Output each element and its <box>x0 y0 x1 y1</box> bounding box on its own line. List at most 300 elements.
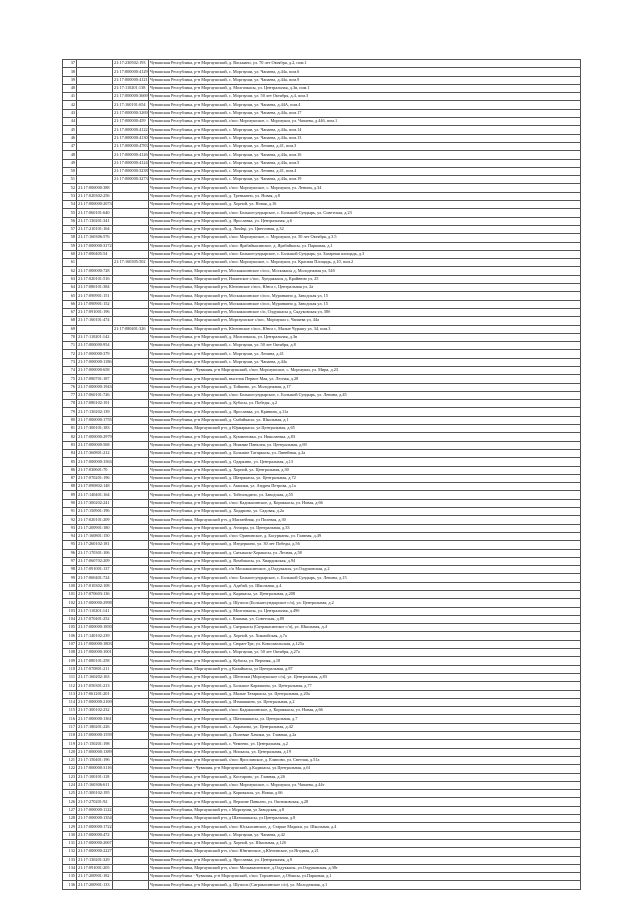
address-cell: Чувашская Республика, р-н Моргаушский, д. Одаркино, ул. Центральная, д.13 <box>149 458 581 466</box>
table-row <box>63 848 581 856</box>
premises-cadastral-cell <box>113 806 149 814</box>
premises-cadastral-cell <box>113 508 149 516</box>
land-cadastral-cell: 21:17:070201:196 <box>77 474 113 482</box>
address-cell: Чувашская Республика, р-н Моргаушский, с. Акрамово, ул. Центральная, д.42 <box>149 723 581 731</box>
address-cell: Чувашская Республика, р-н Моргаушский, с. Чемеево, ул. Центральная, д.2 <box>149 740 581 748</box>
land-cadastral-cell <box>77 76 113 84</box>
address-cell: Чувашская Республика, р-н Моргаушский, с/пос Ярославское, д. Елипово, ул. Светлая, д.51а <box>149 756 581 764</box>
table-row <box>63 93 581 101</box>
row-number-cell: 92 <box>63 516 77 524</box>
table-row <box>63 134 581 142</box>
land-cadastral-cell: 21:17:300101:183 <box>77 425 113 433</box>
address-cell: Чувашская Республика, р-н Моргаушский, д. Хорной, ул. Новая, д.16 <box>149 201 581 209</box>
premises-cadastral-cell <box>113 267 149 275</box>
land-cadastral-cell: 21:17:140102:239 <box>77 632 113 640</box>
land-cadastral-cell: 21:17:180201:226 <box>77 723 113 731</box>
land-cadastral-cell: 21:17:091001:196 <box>77 308 113 316</box>
row-number-cell: 126 <box>63 798 77 806</box>
row-number-cell: 46 <box>63 134 77 142</box>
land-cadastral-cell: 21:17:000000:388 <box>77 184 113 192</box>
table-row <box>63 541 581 549</box>
land-cadastral-cell: 21:17:080101:384 <box>77 284 113 292</box>
land-cadastral-cell <box>77 126 113 134</box>
row-number-cell: 94 <box>63 532 77 540</box>
address-cell: Чувашская Республика, Моргаушский р-н, Москакасинское с/пос, Муранкино д, Заводская ул, 15 <box>149 292 581 300</box>
table-row <box>63 640 581 648</box>
land-cadastral-cell: 21:17:000000:1563 <box>77 458 113 466</box>
address-cell: Чувашская Республика, р-н Моргаушский, д. Вомбакасы, ул. Хвардикская, д.94 <box>149 557 581 565</box>
table-row <box>63 715 581 723</box>
address-cell: Чувашская Республика, Моргаушский р-н, д Юрмаркасы, ул Центральная, д.65 <box>149 425 581 433</box>
table-row <box>63 591 581 599</box>
row-number-cell: 86 <box>63 466 77 474</box>
land-cadastral-cell: 21:17:000000:1186 <box>77 358 113 366</box>
address-cell: Чувашская Республика, р-н Моргаушский, с/пос Большесундырское, с. Большой Сундырь, ул. Базарная площадь, д.3 <box>149 250 581 258</box>
address-cell: Чувашская Республика, р-н Моргаушский, д. Кумменовка, ул. Николаевка, д.83 <box>149 433 581 441</box>
land-cadastral-cell: 21:17:091001:205 <box>77 864 113 872</box>
table-row <box>63 682 581 690</box>
table-row <box>63 375 581 383</box>
premises-cadastral-cell <box>113 557 149 565</box>
table-row <box>63 798 581 806</box>
land-cadastral-cell: 21:17:060702:209 <box>77 557 113 565</box>
address-cell: Чувашская Республика, р-н Моргаушский, с/пос Кадикасинское, д. Кориккасы, ул. Новая, д.66 <box>149 707 581 715</box>
premises-cadastral-cell: 21:17:000000:3238 <box>113 167 149 175</box>
premises-cadastral-cell <box>113 275 149 283</box>
row-number-cell: 111 <box>63 673 77 681</box>
table-row <box>63 632 581 640</box>
table-row <box>63 184 581 192</box>
land-cadastral-cell: 21:17:360801:212 <box>77 449 113 457</box>
land-cadastral-cell: 21:17:000000:2073 <box>77 201 113 209</box>
table-row <box>63 690 581 698</box>
premises-cadastral-cell <box>113 491 149 499</box>
address-cell: Чувашская Республика, р-н Моргаушский, с. Моргауши, ул. 50 лет Октября, д.4, пом.3 <box>149 93 581 101</box>
table-row <box>63 308 581 316</box>
row-number-cell: 54 <box>63 201 77 209</box>
land-cadastral-cell: 21:17:000000:1122 <box>77 806 113 814</box>
table-row <box>63 275 581 283</box>
address-cell: Чувашская Республика, р-н Моргаушский, с/пос Ярабайкасинское, д. Ярабайкасы, ул. Парковая, д.1 <box>149 242 581 250</box>
land-cadastral-cell: 21:17:060401:724 <box>77 574 113 582</box>
table-row <box>63 524 581 532</box>
row-number-cell: 66 <box>63 300 77 308</box>
table-row <box>63 217 581 225</box>
address-cell: Чувашская Республика, р-н Моргаушский, д. Кубасы, ул. Верхняя, д.18 <box>149 657 581 665</box>
table-row <box>63 250 581 258</box>
premises-cadastral-cell <box>113 582 149 590</box>
table-row <box>63 474 581 482</box>
address-cell: Чувашская Республика, Моргаушский р-н, д Шатмашкасы, ул Центральная, д.8 <box>149 815 581 823</box>
address-cell: Чувашская Республика, Моргаушский р-н, Москакасинское с/пос, Москакасы д, Молодежная ул, 54б <box>149 267 581 275</box>
premises-cadastral-cell <box>113 300 149 308</box>
row-number-cell: 73 <box>63 358 77 366</box>
table-row <box>63 815 581 823</box>
premises-cadastral-cell <box>113 225 149 233</box>
land-cadastral-cell: 21:17:000000:1354 <box>77 815 113 823</box>
row-number-cell: 41 <box>63 93 77 101</box>
premises-cadastral-cell <box>113 815 149 823</box>
table-row <box>63 425 581 433</box>
land-cadastral-cell: 21:17:030601:70 <box>77 466 113 474</box>
address-cell: Чувашская Республика, р-н Моргаушский, с. Моргауши, ул. Ленина, д.41 <box>149 350 581 358</box>
table-row <box>63 831 581 839</box>
table-row <box>63 549 581 557</box>
address-cell: Чувашская Республика, Моргаушский р-н, с Моргауши, ул Заводская, д.8 <box>149 806 581 814</box>
table-row <box>63 76 581 84</box>
row-number-cell: 78 <box>63 400 77 408</box>
address-cell: Чувашская Республика, р-н Моргаушский, д. Хорной, ул. Центральная, д.30 <box>149 466 581 474</box>
premises-cadastral-cell <box>113 715 149 723</box>
table-row <box>63 740 581 748</box>
premises-cadastral-cell: 21:17:000000:4783 <box>113 142 149 150</box>
row-number-cell: 123 <box>63 773 77 781</box>
row-number-cell: 65 <box>63 292 77 300</box>
land-cadastral-cell: 21:17:000000:1389 <box>77 748 113 756</box>
address-cell: Чувашская Республика, Моргаушский р-н, Юнгинское с/пос, Юнга с, Малые Чурашу ул, 34, пом.3 <box>149 325 581 333</box>
address-cell: Чувашская Республика, Моргаушский р-н, Москакасинское с/пос, Муранкино д, Заводская ул, 15 <box>149 300 581 308</box>
land-cadastral-cell: 21:17:130201:341 <box>77 217 113 225</box>
premises-cadastral-cell <box>113 856 149 864</box>
row-number-cell: 39 <box>63 76 77 84</box>
row-number-cell: 53 <box>63 192 77 200</box>
land-cadastral-cell: 21:17:061201:201 <box>77 690 113 698</box>
address-cell: Чувашская Республика, р-н Моргаушский, д. Ярославка, ул. Центральная, д.9 <box>149 856 581 864</box>
row-number-cell: 81 <box>63 425 77 433</box>
premises-cadastral-cell <box>113 532 149 540</box>
premises-cadastral-cell <box>113 441 149 449</box>
land-cadastral-cell: 21:17:170301:106 <box>77 549 113 557</box>
table-row <box>63 342 581 350</box>
premises-cadastral-cell: 21:17:230502:193 <box>113 60 149 68</box>
table-row <box>63 574 581 582</box>
table-row <box>63 225 581 233</box>
premises-cadastral-cell: 21:17:000000:4130 <box>113 134 149 142</box>
row-number-cell: 110 <box>63 665 77 673</box>
row-number-cell: 77 <box>63 391 77 399</box>
premises-cadastral-cell <box>113 574 149 582</box>
table-row <box>63 433 581 441</box>
premises-cadastral-cell <box>113 541 149 549</box>
address-cell: Чувашская Республика, р-н Моргаушский, д. Малые Татаркасы, ул. Центральная, д.20а <box>149 690 581 698</box>
premises-cadastral-cell <box>113 474 149 482</box>
address-cell: Чувашская Республика, р-н Моргаушский, с. Моргауши, ул. Ленина, д.41, пом.3 <box>149 142 581 150</box>
land-cadastral-cell <box>77 109 113 117</box>
address-cell: Чувашская Республика, р-н Моргаушский, д. Шупоси (Сятракасинское с/п), ул. Молодежная, д.1 <box>149 881 581 889</box>
address-cell: Чувашская Республика, р-н Моргаушский, д. Полевые Хачики, ул. Главная, д.2а <box>149 732 581 740</box>
row-number-cell: 45 <box>63 126 77 134</box>
premises-cadastral-cell <box>113 416 149 424</box>
row-number-cell: 104 <box>63 615 77 623</box>
row-number-cell: 44 <box>63 118 77 126</box>
premises-cadastral-cell <box>113 483 149 491</box>
row-number-cell: 70 <box>63 333 77 341</box>
address-cell: Чувашская Республика, Моргаушский р-н, Моргаушское с/пос, Моргауши с, Чапаева ул, 44а <box>149 317 581 325</box>
premises-cadastral-cell <box>113 524 149 532</box>
land-cadastral-cell: 21:17:000000:472 <box>77 831 113 839</box>
table-row <box>63 391 581 399</box>
table-row <box>63 557 581 565</box>
table-row <box>63 781 581 789</box>
land-cadastral-cell <box>77 159 113 167</box>
table-row <box>63 300 581 308</box>
address-cell: Чувашская Республика, Моргаушский р-н, Ильинское с/пос, Хундаккасы д, Крайнюю ул, 25 <box>149 275 581 283</box>
table-row <box>63 873 581 881</box>
row-number-cell: 93 <box>63 524 77 532</box>
premises-cadastral-cell <box>113 624 149 632</box>
premises-cadastral-cell <box>113 740 149 748</box>
land-cadastral-cell: 21:17:270201:92 <box>77 798 113 806</box>
premises-cadastral-cell <box>113 657 149 665</box>
premises-cadastral-cell: 21:17:000000:4126 <box>113 151 149 159</box>
land-cadastral-cell: 21:17:210101:164 <box>77 225 113 233</box>
row-number-cell: 56 <box>63 217 77 225</box>
premises-cadastral-cell <box>113 499 149 507</box>
land-cadastral-cell <box>77 68 113 76</box>
table-row <box>63 151 581 159</box>
premises-cadastral-cell <box>113 839 149 847</box>
address-cell: Чувашская Республика, р-н Моргаушский, с. Моргауши, ул. Ленина, д.41, пом.4 <box>149 167 581 175</box>
table-row <box>63 856 581 864</box>
land-cadastral-cell: 21:17:160306:611 <box>77 781 113 789</box>
row-number-cell: 127 <box>63 806 77 814</box>
row-number-cell: 75 <box>63 375 77 383</box>
premises-cadastral-cell: 21:17:000000:4121 <box>113 76 149 84</box>
row-number-cell: 132 <box>63 848 77 856</box>
table-row <box>63 723 581 731</box>
premises-cadastral-cell: 21:17:000000:3269 <box>113 109 149 117</box>
row-number-cell: 98 <box>63 566 77 574</box>
premises-cadastral-cell <box>113 756 149 764</box>
registry-table-body <box>63 60 581 890</box>
row-number-cell: 120 <box>63 748 77 756</box>
address-cell: Чувашская Республика, р-н Моргаушский, д. Кориккасы, ул. Новая, д.66 <box>149 790 581 798</box>
row-number-cell: 122 <box>63 765 77 773</box>
table-row <box>63 259 581 267</box>
address-cell: Чувашская Республика - Чувашия, р-н Моргаушский, с/пос Моргаушское, с. Моргауши, ул. Мира, д.23 <box>149 366 581 374</box>
premises-cadastral-cell <box>113 848 149 856</box>
address-cell: Чувашская Республика, р-н Моргаушский, с/пос Моргаушское, с. Моргауши, ул. Чапаева, д.44б, пом.1 <box>149 118 581 126</box>
land-cadastral-cell: 21:17:160801:150 <box>77 532 113 540</box>
address-cell: Чувашская Республика, р-н Моргаушский, с. Моргауши, ул. Чапаева, д.44а, пом.13 <box>149 134 581 142</box>
land-cadastral-cell: 21:17:000000:1803 <box>77 640 113 648</box>
land-cadastral-cell: 21:17:200901:133 <box>77 881 113 889</box>
land-cadastral-cell: 21:17:000000:954 <box>77 342 113 350</box>
premises-cadastral-cell <box>113 781 149 789</box>
address-cell: Чувашская Республика, р-н Моргаушский, д. Шупоси (Большесундырское с/п), ул. Центральная, д.2 <box>149 599 581 607</box>
table-row <box>63 84 581 92</box>
row-number-cell: 80 <box>63 416 77 424</box>
table-row <box>63 499 581 507</box>
row-number-cell: 125 <box>63 790 77 798</box>
table-row <box>63 748 581 756</box>
row-number-cell: 74 <box>63 366 77 374</box>
land-cadastral-cell: 21:17:070801:211 <box>77 665 113 673</box>
land-cadastral-cell: 21:17:160306:576 <box>77 234 113 242</box>
address-cell: Чувашская Республика, р-н Моргаушский, с. Моргауши, ул. Чапаева, д.44а <box>149 358 581 366</box>
table-row <box>63 864 581 872</box>
land-cadastral-cell: 21:17:010302:108 <box>77 582 113 590</box>
premises-cadastral-cell <box>113 342 149 350</box>
premises-cadastral-cell <box>113 732 149 740</box>
row-number-cell: 106 <box>63 632 77 640</box>
land-cadastral-cell: 21:17:150901:196 <box>77 508 113 516</box>
table-row <box>63 317 581 325</box>
land-cadastral-cell: 21:17:060101:726 <box>77 391 113 399</box>
premises-cadastral-cell <box>113 458 149 466</box>
table-row <box>63 60 581 68</box>
address-cell: Чувашская Республика, Моргаушский р-н, Москакасинское с/п, Олдуккасы д, Сядуковская ул, 38б <box>149 308 581 316</box>
row-number-cell: 62 <box>63 267 77 275</box>
row-number-cell: 83 <box>63 441 77 449</box>
land-cadastral-cell: 21:17:000000:2979 <box>77 433 113 441</box>
premises-cadastral-cell: 21:17:000000:4129 <box>113 68 149 76</box>
row-number-cell: 88 <box>63 483 77 491</box>
table-row <box>63 673 581 681</box>
premises-cadastral-cell <box>113 690 149 698</box>
address-cell: Чувашская Республика, р-н Моргаушский, с. Моргауши, ул. Чапаева, д.44а, пом.5 <box>149 159 581 167</box>
land-cadastral-cell: 21:17:150401:196 <box>77 756 113 764</box>
row-number-cell: 67 <box>63 308 77 316</box>
table-row <box>63 234 581 242</box>
premises-cadastral-cell <box>113 707 149 715</box>
address-cell: Чувашская Республика, р-н Моргаушский, д. Аччоры, ул. Центральная, д.33 <box>149 524 581 532</box>
address-cell: Чувашская Республика, р-н Моргаушский, д. Молгачкасы, ул. Центральная, д.49б <box>149 607 581 615</box>
row-number-cell: 135 <box>63 873 77 881</box>
address-cell: Чувашская Республика, р-н Моргаушский, выселок Первое Мая, ул. Лесная, д.28 <box>149 375 581 383</box>
row-number-cell: 113 <box>63 690 77 698</box>
land-cadastral-cell: 21:17:160202:163 <box>77 673 113 681</box>
address-cell: Чувашская Республика, р-н Моргаушский, д. Хорной, ул. Хоямойская, д.7а <box>149 632 581 640</box>
land-cadastral-cell: 21:17:090901:151 <box>77 292 113 300</box>
address-cell: Чувашская Республика, р-н Моргаушский, д. Ярославка, ул. Центральная, д.6 <box>149 217 581 225</box>
premises-cadastral-cell: 21:17:080401:326 <box>113 325 149 333</box>
land-cadastral-cell: 21:17:200901:182 <box>77 873 113 881</box>
table-row <box>63 881 581 889</box>
premises-cadastral-cell <box>113 873 149 881</box>
land-cadastral-cell: 21:17:080102:191 <box>77 400 113 408</box>
row-number-cell: 136 <box>63 881 77 889</box>
premises-cadastral-cell <box>113 250 149 258</box>
table-row <box>63 649 581 657</box>
address-cell: Чувашская Республика, р-н Моргаушский, д. Сятыкасы-Хоракасы, ул. Лесная, д.58 <box>149 549 581 557</box>
address-cell: Чувашская Республика, р-н Моргаушский, д. Шатмашкасы, ул. Центральная, д.7 <box>149 715 581 723</box>
address-cell: Чувашская Республика, р-н Моргаушский, д. Тренькино, ул. Новая, д.8 <box>149 192 581 200</box>
table-row <box>63 167 581 175</box>
address-cell: Чувашская Республика, р-н Моргаушский, д. Большое Карачкино, ул. Центральная, д.77 <box>149 682 581 690</box>
table-row <box>63 126 581 134</box>
land-cadastral-cell: 21:17:110201:142 <box>77 333 113 341</box>
land-cadastral-cell: 21:17:080101:258 <box>77 657 113 665</box>
premises-cadastral-cell <box>113 317 149 325</box>
premises-cadastral-cell <box>113 549 149 557</box>
land-cadastral-cell <box>77 134 113 142</box>
address-cell: Чувашская Республика, р-н Моргаушский, с. Тойгильдино, ул. Заводская, д.55 <box>149 491 581 499</box>
row-number-cell: 82 <box>63 433 77 441</box>
address-cell: Чувашская Республика, р-н Моргаушский, д. Молгачкасы, ул. Центральная, д.3в <box>149 333 581 341</box>
premises-cadastral-cell <box>113 566 149 574</box>
address-cell: Чувашская Республика, р-н Моргаушский, д. Хорной, ул. Школьная, д.12б <box>149 839 581 847</box>
address-cell: Чувашская Республика, р-н Моргаушский, д. Кадикасы, ул. Центральная, д.208 <box>149 591 581 599</box>
address-cell: Чувашская Республика, р-н Моргаушский, с. Моргауши, ул. Чапаева, д.44А, пом.4 <box>149 101 581 109</box>
premises-cadastral-cell <box>113 308 149 316</box>
table-row <box>63 449 581 457</box>
row-number-cell: 90 <box>63 499 77 507</box>
row-number-cell: 47 <box>63 142 77 150</box>
address-cell: Чувашская Республика, р-н Моргаушский, д. Сятракасы (Сятракасинское с/п), ул. Школьная, д.4 <box>149 624 581 632</box>
land-cadastral-cell: 21:17:300102:195 <box>77 790 113 798</box>
address-cell: Чувашская Республика, р-н Моргаушский, с. Моргауши, ул. 50 лет Октября, д.8 <box>149 342 581 350</box>
row-number-cell: 49 <box>63 159 77 167</box>
row-number-cell: 124 <box>63 781 77 789</box>
table-row <box>63 532 581 540</box>
row-number-cell: 71 <box>63 342 77 350</box>
row-number-cell: 130 <box>63 831 77 839</box>
premises-cadastral-cell <box>113 201 149 209</box>
row-number-cell: 134 <box>63 864 77 872</box>
land-cadastral-cell: 21:17:070401:252 <box>77 615 113 623</box>
row-number-cell: 68 <box>63 317 77 325</box>
premises-cadastral-cell: 21:17:110201:138 <box>113 84 149 92</box>
row-number-cell: 109 <box>63 657 77 665</box>
land-cadastral-cell: 21:17:300202:241 <box>77 499 113 507</box>
table-row <box>63 400 581 408</box>
row-number-cell: 87 <box>63 474 77 482</box>
table-row <box>63 698 581 706</box>
table-row <box>63 806 581 814</box>
table-row <box>63 508 581 516</box>
premises-cadastral-cell <box>113 615 149 623</box>
address-cell: Чувашская Республика, р-н Моргаушский, д. Сыбайкасы, ул. Школьная, д.1 <box>149 416 581 424</box>
land-cadastral-cell: 21:17:000000:568 <box>77 441 113 449</box>
table-row <box>63 68 581 76</box>
address-cell: Чувашская Республика, р-н Моргаушский, с. Моргауши, ул. Чапаева, д.44а, пом.17 <box>149 109 581 117</box>
table-row <box>63 366 581 374</box>
premises-cadastral-cell: 21:17:000000:4124 <box>113 159 149 167</box>
premises-cadastral-cell <box>113 831 149 839</box>
row-number-cell: 128 <box>63 815 77 823</box>
row-number-cell: 52 <box>63 184 77 192</box>
address-cell: Чувашская Республика - Чувашия, р-н Моргаушский, д.Кадикасы, ул.Центральная, д.61 <box>149 765 581 773</box>
land-cadastral-cell: 21:17:090802:148 <box>77 483 113 491</box>
address-cell: Чувашская Республика, р-н Моргаушский, д. Нижние Панклеи, ул. Центральная, д.69 <box>149 441 581 449</box>
land-cadastral-cell: 21:17:000000:3172 <box>77 242 113 250</box>
land-cadastral-cell: 21:17:050301:213 <box>77 682 113 690</box>
table-row <box>63 458 581 466</box>
table-row <box>63 566 581 574</box>
premises-cadastral-cell <box>113 823 149 831</box>
address-cell: Чувашская Республика, Моргаушский р-н, с/пос Москакасинское, д.Олдуккасы, ул.Олдуковская, д.38г <box>149 864 581 872</box>
land-cadastral-cell: 21:17:260102:181 <box>77 541 113 549</box>
land-cadastral-cell <box>77 325 113 333</box>
land-cadastral-cell: 21:17:000000:1001 <box>77 649 113 657</box>
table-row <box>63 491 581 499</box>
row-number-cell: 63 <box>63 275 77 283</box>
address-cell: Чувашская Республика, р-н Моргаушский, д. Шатракасы, ул. Центральная, д.72 <box>149 474 581 482</box>
premises-cadastral-cell <box>113 358 149 366</box>
row-number-cell: 72 <box>63 350 77 358</box>
address-cell: Чувашская Республика, р-н Моргаушский, с. Моргауши, ул. Чапаева, д.42 <box>149 831 581 839</box>
address-cell: Чувашская Республика, Моргаушский р-н, д Магазейная, ул Полевая, д.30 <box>149 516 581 524</box>
land-cadastral-cell: 21:17:150201:198 <box>77 740 113 748</box>
address-cell: Чувашская Республика, Моргаушский р-н, Юнгинское с/пос, Юнга с, Центральная ул, 2а <box>149 284 581 292</box>
premises-cadastral-cell <box>113 698 149 706</box>
table-row <box>63 284 581 292</box>
table-row <box>63 350 581 358</box>
table-row <box>63 176 581 184</box>
land-cadastral-cell: 21:17:000000:1559 <box>77 732 113 740</box>
land-cadastral-cell: 21:17:000000:728 <box>77 267 113 275</box>
